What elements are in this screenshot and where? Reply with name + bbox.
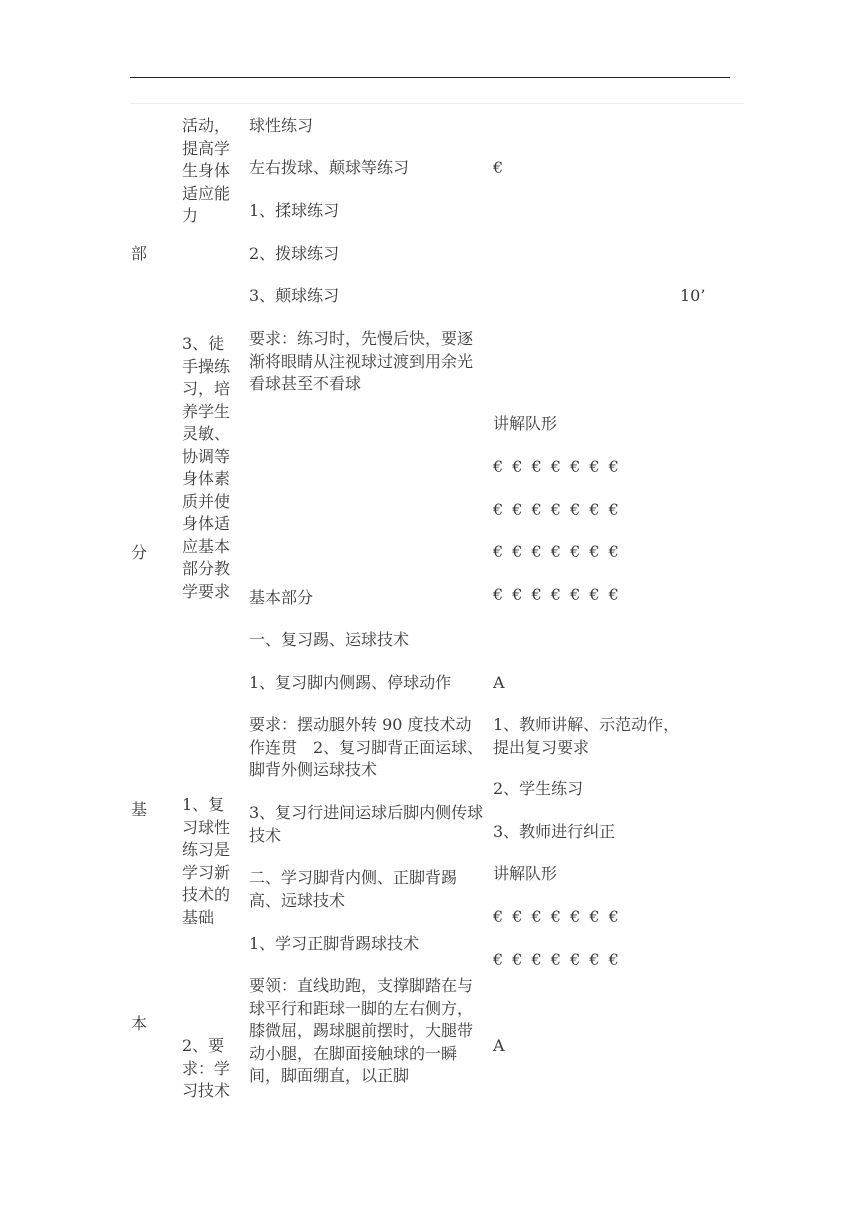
method-line: 1、教师讲解、示范动作，提出复习要求 — [493, 715, 680, 757]
section-label: 基 — [131, 800, 148, 819]
section-label: 部 — [131, 244, 148, 263]
method-line: 讲解队形 — [493, 864, 558, 883]
formation-row: € € € € € € € — [493, 542, 621, 561]
content-line: 一、复习踢、运球技术 — [249, 630, 410, 649]
content-line: 3、颠球练习 — [249, 286, 340, 305]
method-line: 3、教师进行纠正 — [493, 822, 616, 841]
method-line: A — [493, 1036, 505, 1055]
formation-row: € € € € € € € — [493, 457, 621, 476]
content-line: 1、揉球练习 — [249, 201, 340, 220]
table-top-border — [130, 103, 744, 104]
content-line: 要求：摆动腿外转 90 度技术动作连贯 2、复习脚背正面运球、脚背外侧运球技术 — [249, 715, 484, 779]
formation-row: € € € € € € € — [493, 585, 621, 604]
method-line: 讲解队形 — [493, 414, 558, 433]
formation-row: € € € € € € € — [493, 500, 621, 519]
objective-text: 2、要求：学习技术 — [182, 1036, 231, 1100]
content-line: 二、学习脚背内侧、正脚背踢高、远球技术 — [249, 868, 458, 910]
formation-row: € € € € € € € — [493, 950, 621, 969]
objective-text: 活动，提高学生身体适应能力 — [182, 116, 231, 225]
content-line: 要求：练习时，先慢后快，要逐渐将眼睛从注视球过渡到用余光看球甚至不看球 — [249, 329, 474, 393]
time-value: 10’ — [680, 286, 706, 305]
content-line: 2、拨球练习 — [249, 244, 340, 263]
method-line: A — [493, 673, 505, 692]
content-line: 基本部分 — [249, 588, 314, 607]
content-line: 要领：直线助跑，支撑脚踏在与球平行和距球一脚的左右侧方，膝微屈，踢球腿前摆时，大腿带动小腿，在脚面接触球的一瞬间，脚面绷直，以正脚 — [249, 976, 474, 1085]
content-line: 1、复习脚内侧踢、停球动作 — [249, 673, 452, 692]
method-line: € — [493, 158, 504, 177]
method-line: 2、学生练习 — [493, 779, 584, 798]
content-line: 3、复习行进间运球后脚内侧传球技术 — [249, 803, 484, 845]
header-rule — [130, 77, 730, 78]
section-label: 本 — [131, 1014, 148, 1033]
section-label: 分 — [131, 543, 148, 562]
objective-text: 3、徒手操练习，培养学生灵敏、协调等身体素质并使身体适应基本部分教学要求 — [182, 334, 231, 601]
formation-row: € € € € € € € — [493, 907, 621, 926]
content-line: 球性练习 — [249, 116, 314, 135]
objective-text: 1、复习球性练习是学习新技术的基础 — [182, 795, 231, 927]
content-line: 1、学习正脚背踢球技术 — [249, 934, 420, 953]
content-line: 左右拨球、颠球等练习 — [249, 158, 410, 177]
